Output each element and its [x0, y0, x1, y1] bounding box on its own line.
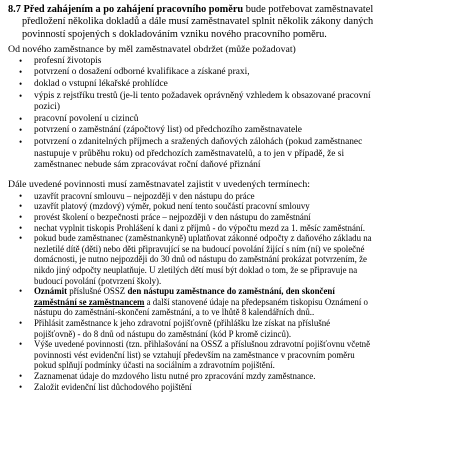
list-item-text: Přihlásit zaměstnance k jeho zdravotní pojišťovně (přihlášku lze získat na příslušné: [34, 317, 331, 328]
list-item-text: pokud bude zaměstnanec (zaměstnankyně) uplatňovat zákonné odpočty z daňového základu na: [34, 233, 372, 244]
bullet-icon: •: [19, 222, 23, 233]
list-item-continuation: [8, 307, 467, 318]
list-item: [8, 233, 467, 244]
list-item-text: nechat vyplnit tiskopis Prohlášení k dani z příjmů - do výpočtu mezd za 1. měsíc zaměstnání.: [34, 222, 366, 233]
list-item-continuation: [8, 297, 467, 308]
bullet-icon: •: [19, 137, 23, 148]
list-item-text: Založit evidenční list důchodového pojištění: [34, 381, 192, 392]
list-item: [8, 137, 467, 149]
list-item-continuation: [8, 329, 467, 340]
list-item: [8, 56, 467, 68]
list-item: [8, 382, 467, 393]
list-item-continuation: [8, 276, 467, 287]
list-item: [8, 223, 467, 234]
list-item: [8, 201, 467, 212]
bullet-icon: •: [19, 79, 23, 90]
bullet-icon: •: [19, 212, 23, 223]
bullet-icon: •: [19, 339, 23, 350]
list-item: [8, 125, 467, 137]
bullet-icon: •: [19, 233, 23, 244]
list-item-text: pracovní povolení u cizinců: [34, 113, 139, 124]
list-item-text: Zaznamenat údaje do mzdového listu nutné pro zpracování mzdy zaměstnance.: [34, 370, 316, 381]
list-item-text: pokud splňují podmínky účasti na sociálním a zdravotním pojištění.: [34, 360, 275, 371]
employer-duties-list: [8, 191, 467, 392]
list-item-text: Oznámit: [34, 286, 68, 297]
list-item-text: provést školení o bezpečnosti práce – nejpozději v den nástupu do zaměstnání: [34, 212, 311, 223]
bullet-icon: •: [19, 317, 23, 328]
list-item-continuation: [8, 360, 467, 371]
bullet-icon: •: [19, 67, 23, 78]
bullet-icon: •: [19, 381, 23, 392]
list-item-text: den nástupu zaměstnance do zaměstnání, den skončení: [127, 286, 335, 297]
spacer: [8, 172, 467, 179]
list-item: [8, 79, 467, 91]
bullet-icon: •: [19, 55, 23, 66]
list-item-continuation: [8, 244, 467, 255]
list-item-text: uzavřít pracovní smlouvu – nejpozději v den nástupu do práce: [34, 190, 255, 201]
section-number: 8.7: [8, 4, 21, 15]
list-item: [8, 191, 467, 202]
list-item: [8, 114, 467, 126]
list-item: [8, 318, 467, 329]
bullet-icon: •: [19, 370, 23, 381]
list-item: [8, 339, 467, 350]
list-item-text: výpis z rejstříku trestů (je-li tento požadavek oprávněný vzhledem k obsazované pracovní: [34, 90, 371, 101]
list-item-text: pojišťovně) - do 8 dnů od nástupu do zaměstnání (kód P kromě cizinců).: [34, 328, 292, 339]
list-item-text: budoucí povolání (potvrzení školy).: [34, 275, 162, 286]
list-item: [8, 212, 467, 223]
list-item-text: povinnosti vést evidenční list) se vztahují především na zaměstnance v pracovním poměru: [34, 349, 355, 360]
bullet-icon: •: [19, 201, 23, 212]
list-item-text: příslušné OSSZ: [67, 286, 128, 297]
intro-employee-documents: Od nového zaměstnance by měl zaměstnavatel obdržet (může požadovat): [8, 43, 296, 55]
heading-line-1: [8, 4, 467, 16]
list-item-text: zaměstnání se zaměstnancem: [34, 296, 145, 307]
list-item-continuation: [8, 254, 467, 265]
bullet-icon: •: [19, 286, 23, 297]
list-item-continuation: [8, 265, 467, 276]
section-title: Před zahájením a po zahájení pracovního poměru: [23, 4, 244, 15]
list-item-text: zaměstnanec nebude sám zpracovávat roční daňové přiznání: [34, 160, 261, 171]
bullet-icon: •: [19, 125, 23, 136]
heading-line-2: předložení několika dokladů a dále musí zaměstnavatel splnit několik zákony daných: [22, 16, 374, 28]
bullet-icon: •: [19, 113, 23, 124]
list-item-continuation: [8, 149, 467, 161]
list-item-text: nikdo jiný odpočty neuplatňuje. U zletilých dětí musí být doklad o tom, že se připravuje na: [34, 264, 358, 275]
list-item: [8, 91, 467, 103]
employee-documents-list: [8, 56, 467, 172]
list-item: [8, 286, 467, 297]
heading-line-3: povinností spojených s dokladováním vzniku nového pracovního poměru.: [22, 28, 327, 40]
bullet-icon: •: [19, 190, 23, 201]
list-item-text: potvrzení o zdanitelných příjmech a sražených daňových zálohách (pokud zaměstnanec: [34, 137, 363, 148]
list-item-text: potvrzení o zaměstnání (zápočtový list) od předchozího zaměstnavatele: [34, 125, 302, 136]
list-item: [8, 67, 467, 79]
bullet-icon: •: [19, 90, 23, 101]
list-item-text: doklad o vstupní lékařské prohlídce: [34, 79, 168, 90]
section-title-rest: bude potřebovat zaměstnavatel: [243, 4, 374, 15]
list-item-text: nastupuje v průběhu roku) od předchozích zaměstnavatelů, a to jen v případě, že si: [34, 148, 345, 159]
list-item-text: potvrzení o dosažení odborné kvalifikace a získané praxi,: [34, 67, 250, 78]
list-item-continuation: [8, 102, 467, 114]
list-item-text: nezletilé dítě (děti) nebo děti připravující se na budoucí povolání žijící s ním (ní) ve společné: [34, 243, 365, 254]
section-heading: [8, 4, 467, 41]
list-item-continuation: [8, 350, 467, 361]
list-item: [8, 371, 467, 382]
list-item-text: nástupu do zaměstnání-skončení zaměstnání, a to ve lhůtě 8 kalendářních dnů..: [34, 307, 315, 318]
intro-employer-duties: Dále uvedené povinnosti musí zaměstnavatel zajistit v uvedených termínech:: [8, 178, 310, 190]
list-item-text: profesní životopis: [34, 55, 102, 66]
list-item-text: pozici): [34, 102, 61, 113]
list-item-text: domácnosti, je nutno nejpozději do 30 dnů od nástupu do zaměstnání prokázat potvrzením, že: [34, 254, 367, 265]
list-item-text: uzavřít platový (mzdový) výměr, pokud není tento součástí pracovní smlouvy: [34, 201, 310, 212]
list-item-text: Výše uvedené povinnosti (tzn. přihlašování na OSSZ a příslušnou zdravotní pojišťovnu včetně: [34, 339, 371, 350]
list-item-text: a další stanovené údaje na předepsaném tiskopisu Oznámení o: [144, 296, 368, 307]
list-item-continuation: [8, 160, 467, 172]
